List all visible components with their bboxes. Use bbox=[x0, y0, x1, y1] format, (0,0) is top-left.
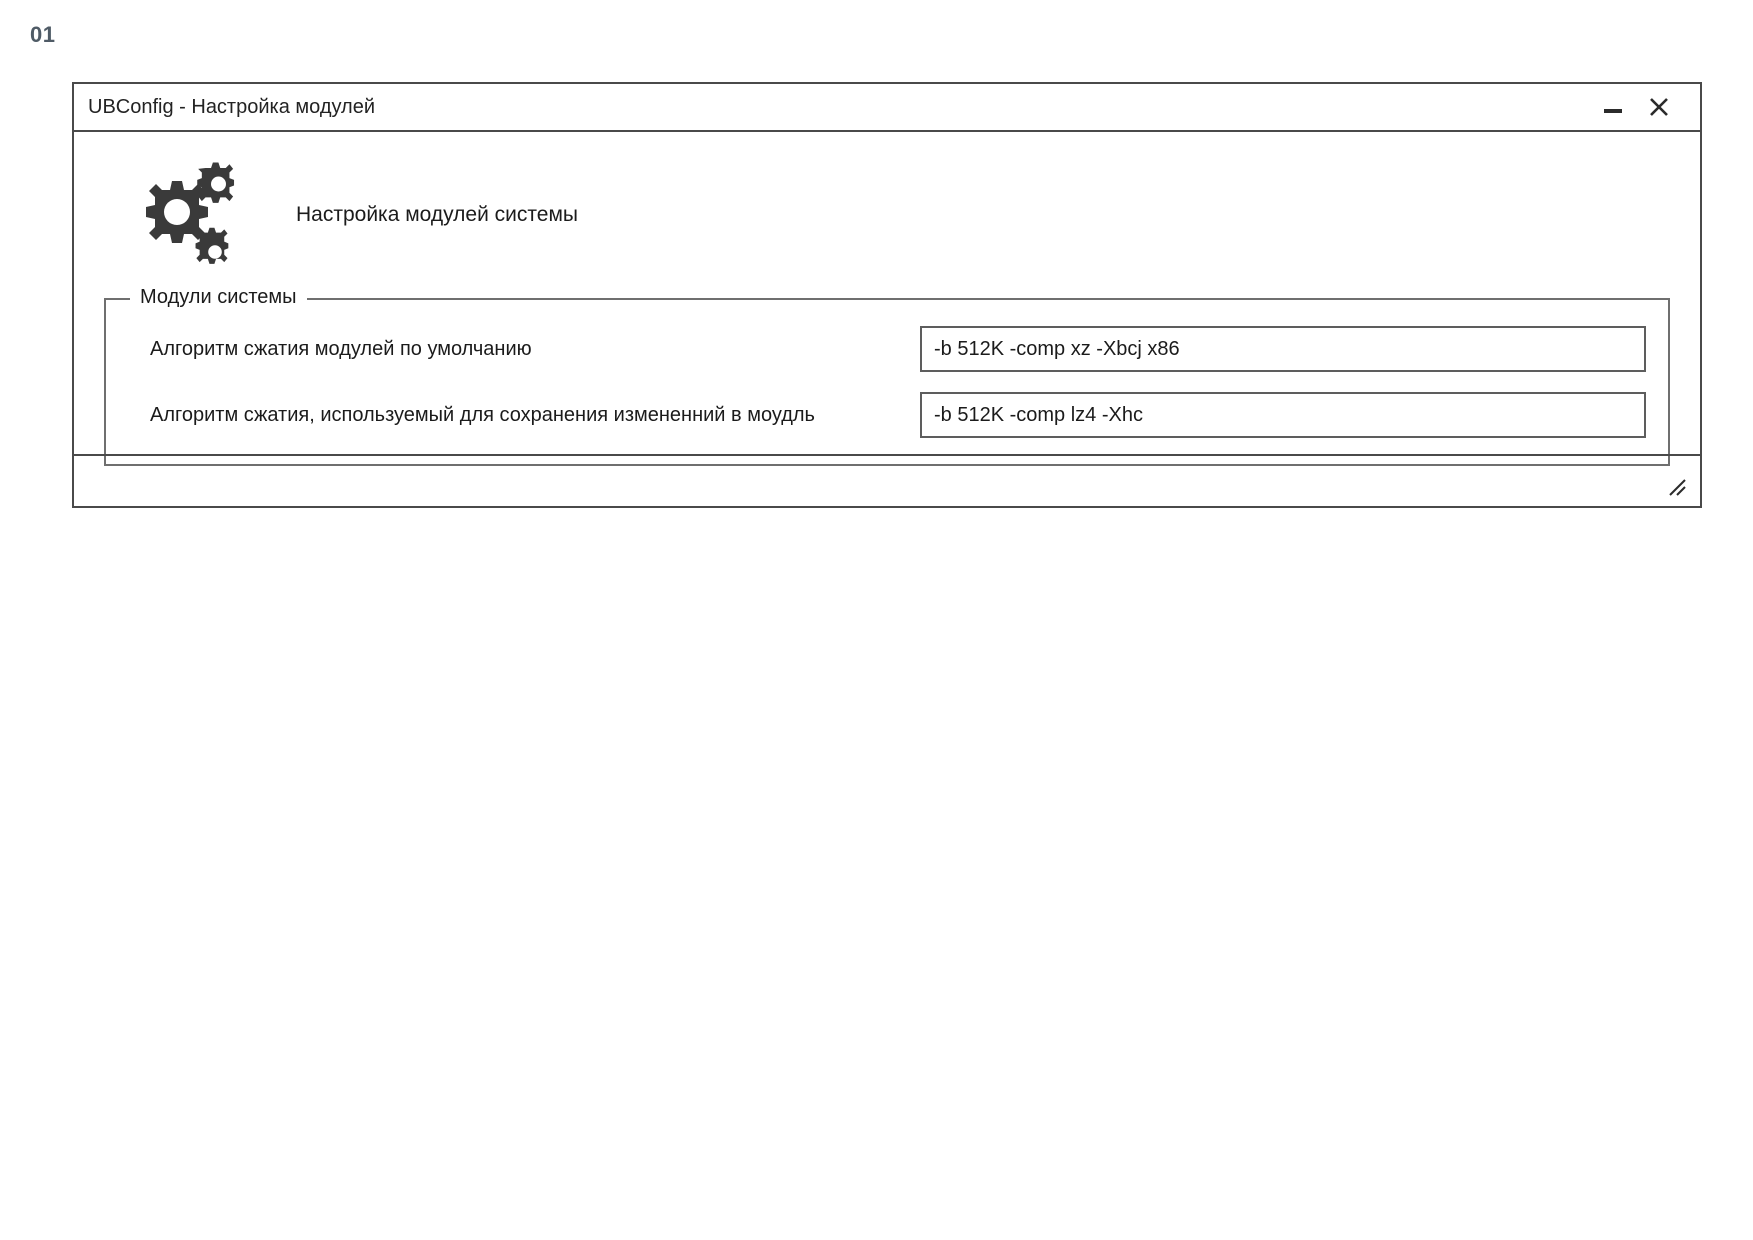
window-titlebar[interactable] bbox=[74, 84, 1700, 132]
close-button[interactable] bbox=[1636, 87, 1682, 127]
header-row bbox=[74, 132, 1700, 272]
save-compression-input[interactable] bbox=[920, 392, 1646, 438]
field-row bbox=[130, 326, 1646, 372]
save-compression-label: Алгоритм сжатия, используемый для сохранения измененний в моудль bbox=[150, 403, 815, 426]
ubconfig-window bbox=[72, 82, 1702, 508]
groupbox-legend: Модули системы bbox=[130, 286, 307, 309]
header-caption: Настройка модулей системы bbox=[296, 203, 578, 226]
minimize-button[interactable] bbox=[1590, 87, 1636, 127]
default-compression-label: Алгоритм сжатия модулей по умолчанию bbox=[150, 337, 532, 360]
page-marker: 01 bbox=[30, 22, 56, 47]
window-body bbox=[74, 132, 1700, 506]
default-compression-input[interactable] bbox=[920, 326, 1646, 372]
window-title: UBConfig - Настройка модулей bbox=[88, 95, 376, 118]
minimize-icon bbox=[1600, 94, 1626, 120]
resize-grip-icon[interactable] bbox=[1664, 474, 1690, 500]
window-statusbar bbox=[74, 454, 1700, 506]
field-row bbox=[130, 392, 1646, 438]
gears-icon bbox=[118, 156, 244, 274]
close-icon bbox=[1646, 94, 1672, 120]
system-modules-groupbox bbox=[104, 286, 1670, 466]
